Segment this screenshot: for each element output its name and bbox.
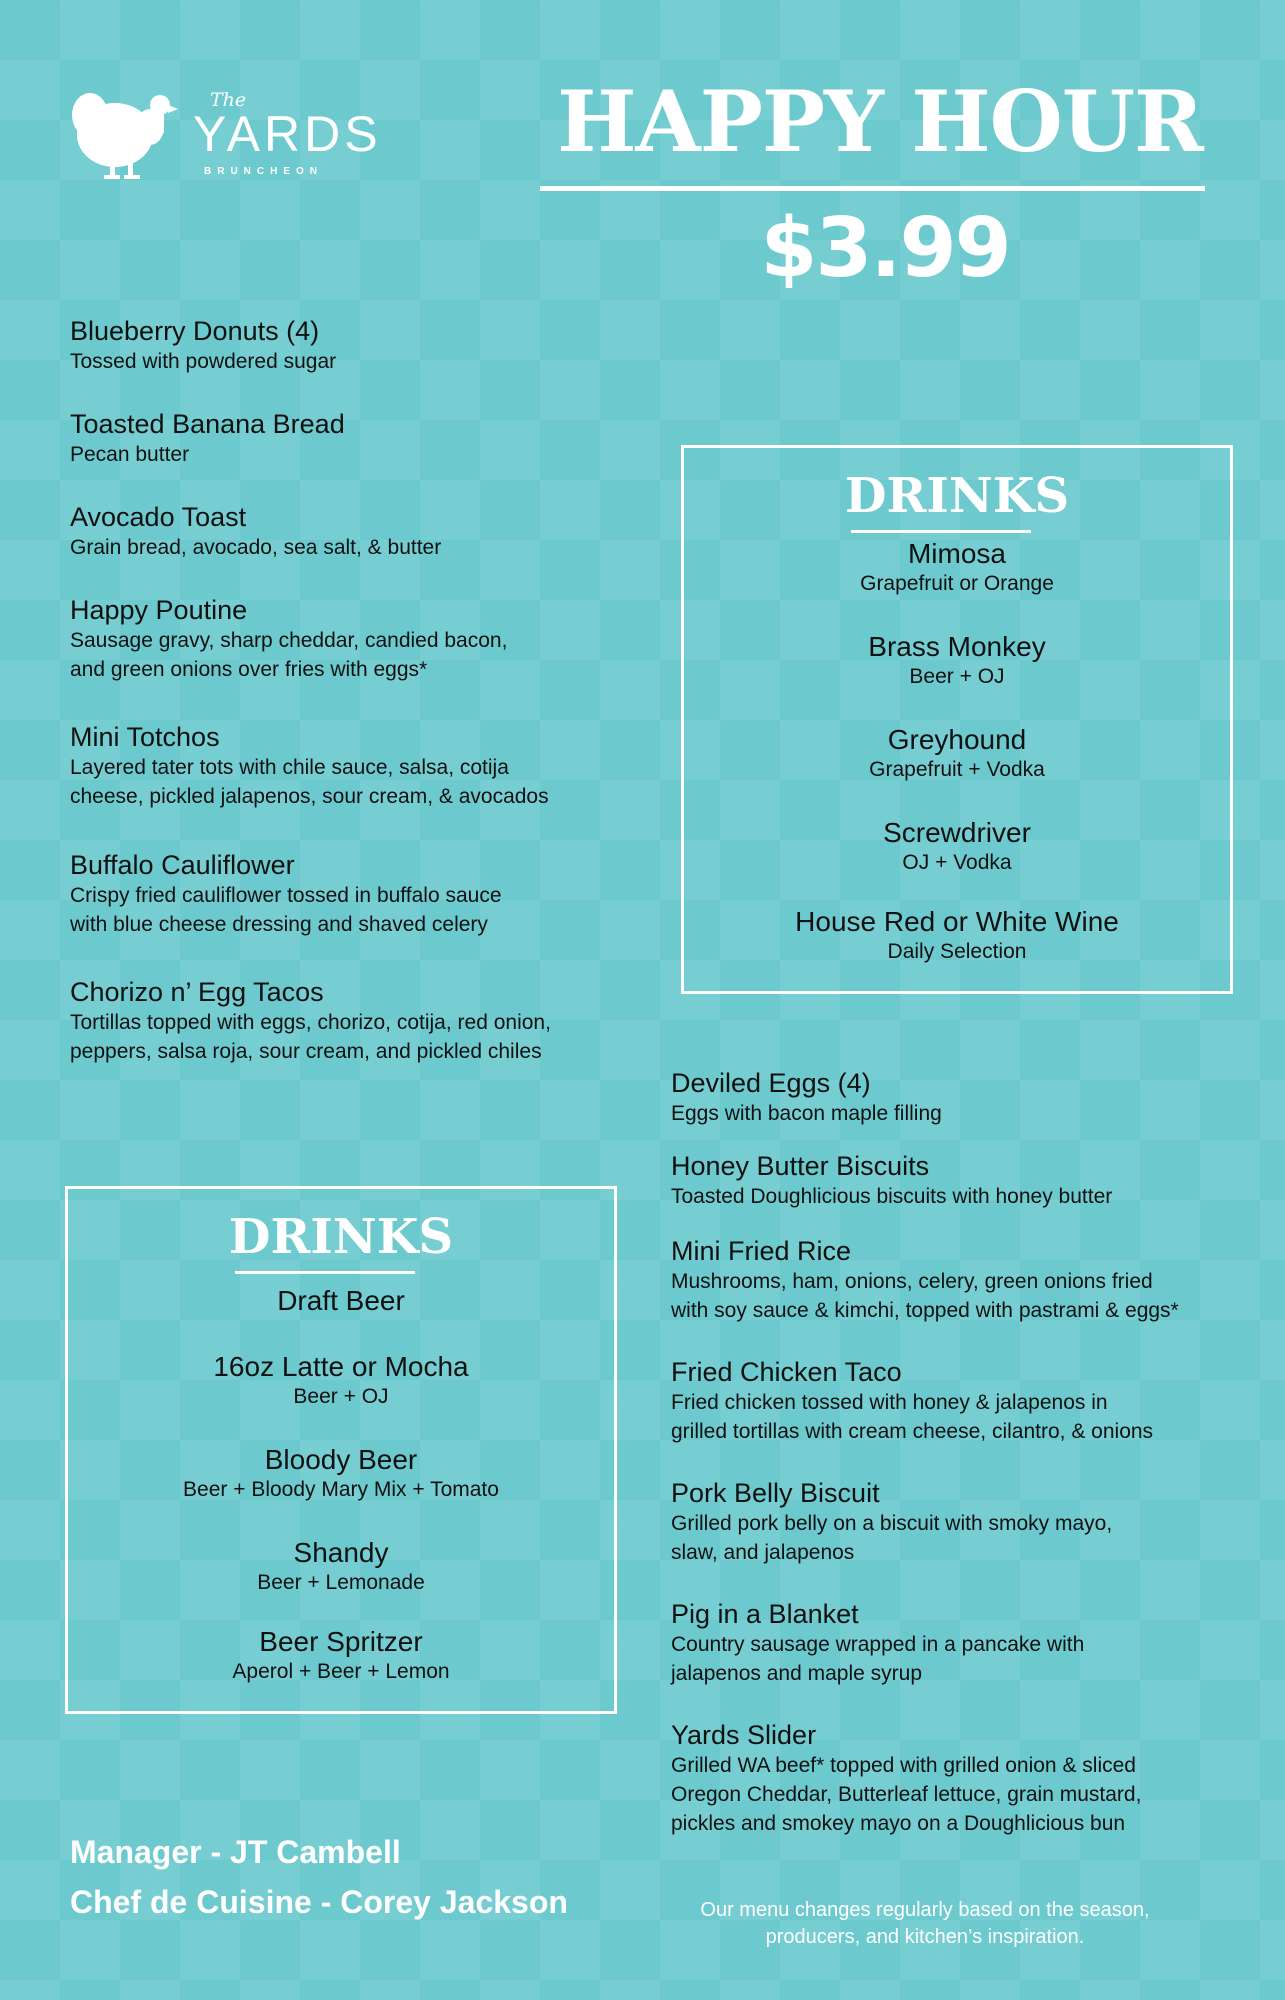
menu-item: [70, 594, 507, 684]
menu-item: [70, 849, 502, 939]
menu-item: [671, 1067, 942, 1128]
menu-item: [70, 408, 345, 469]
menu-item: [70, 315, 336, 376]
logo-subtitle: BRUNCHEON: [204, 166, 323, 177]
drink-name: Greyhound: [887, 724, 1027, 755]
drinks-title: DRINKS: [844, 468, 1070, 524]
drink-name: 16oz Latte or Mocha: [213, 1351, 469, 1382]
menu-item-desc: Grilled pork belly on a biscuit with smoky mayo, slaw, and jalapenos: [671, 1512, 1113, 1564]
drink-desc: Grapefruit + Vodka: [869, 758, 1045, 781]
menu-item-name: Pork Belly Biscuit: [671, 1478, 880, 1508]
drink-item: [68, 1351, 614, 1411]
menu-item-desc: Eggs with bacon maple filling: [671, 1102, 942, 1125]
drink-desc: Beer + Lemonade: [257, 1571, 425, 1594]
menu-item: [70, 976, 551, 1066]
menu-item-desc: Layered tater tots with chile sauce, salsa, cotija cheese, pickled jalapenos, sour cream, & avocados: [70, 756, 549, 808]
drink-name: Bloody Beer: [264, 1444, 418, 1475]
drink-item: [684, 817, 1230, 877]
menu-item-desc: Pecan butter: [70, 443, 190, 466]
drinks-box-left: [65, 1186, 617, 1714]
menu-item: [671, 1356, 1153, 1446]
drink-desc: Aperol + Beer + Lemon: [232, 1660, 450, 1683]
menu-item-name: Honey Butter Biscuits: [671, 1151, 930, 1181]
drink-name: Mimosa: [907, 538, 1006, 569]
chef-credit: Chef de Cuisine - Corey Jackson: [70, 1884, 568, 1920]
menu-item: [70, 501, 441, 562]
menu-item: [671, 1598, 1084, 1688]
drink-desc: Grapefruit or Orange: [860, 572, 1054, 595]
menu-item-desc: Mushrooms, ham, onions, celery, green onions fried with soy sauce & kimchi, topped with pastrami & eggs*: [671, 1270, 1179, 1322]
menu-item-name: Blueberry Donuts (4): [70, 316, 320, 346]
menu-item-desc: Sausage gravy, sharp cheddar, candied bacon, and green onions over fries with eggs*: [70, 629, 508, 681]
menu-item-name: Avocado Toast: [70, 502, 247, 532]
menu-item-desc: Tortillas topped with eggs, chorizo, cotija, red onion, peppers, salsa roja, sour cream, and pickled chiles: [70, 1011, 551, 1063]
logo-name: YARDS: [193, 106, 382, 162]
menu-item-name: Mini Fried Rice: [671, 1236, 852, 1266]
drink-desc: Daily Selection: [887, 940, 1027, 963]
drink-item: [68, 1285, 614, 1317]
menu-note: Our menu changes regularly based on the season, producers, and kitchen’s inspiration.: [700, 1899, 1150, 1948]
menu-item-name: Buffalo Cauliflower: [70, 850, 295, 880]
menu-item-name: Fried Chicken Taco: [671, 1357, 902, 1387]
drink-item: [68, 1537, 614, 1597]
drinks-title-underline: [235, 1271, 415, 1274]
drink-name: Brass Monkey: [868, 631, 1046, 662]
menu-item-name: Chorizo n’ Egg Tacos: [70, 977, 324, 1007]
menu-item-desc: Grilled WA beef* topped with grilled onion & sliced Oregon Cheddar, Butterleaf lettuce, grain mustard, pickles and smokey mayo on a Doughlicious bun: [671, 1754, 1142, 1835]
drink-item: [684, 631, 1230, 691]
menu-item-desc: Fried chicken tossed with honey & jalapenos in grilled tortillas with cream cheese, cilantro, & onions: [671, 1391, 1154, 1443]
drink-name: Draft Beer: [277, 1285, 405, 1316]
menu-item-name: Happy Poutine: [70, 595, 248, 625]
menu-item: [671, 1235, 1179, 1325]
title-underline: [540, 186, 1205, 191]
menu-item-name: Toasted Banana Bread: [70, 409, 345, 439]
drink-desc: Beer + Bloody Mary Mix + Tomato: [183, 1478, 499, 1501]
drink-name: Shandy: [293, 1537, 389, 1568]
logo: [70, 85, 382, 185]
drinks-title-underline: [851, 530, 1031, 533]
menu-item: [671, 1719, 1141, 1838]
drink-item: [68, 1626, 614, 1686]
menu-item-desc: Grain bread, avocado, sea salt, & butter: [70, 536, 442, 559]
logo-the: The: [210, 89, 247, 111]
menu-item: [70, 721, 549, 811]
drink-item: [684, 906, 1230, 966]
drink-desc: Beer + OJ: [293, 1385, 389, 1408]
drink-desc: Beer + OJ: [909, 665, 1005, 688]
menu-item-name: Mini Totchos: [70, 722, 220, 752]
menu-item-desc: Toasted Doughlicious biscuits with honey butter: [671, 1185, 1113, 1208]
drink-item: [68, 1444, 614, 1504]
menu-item-name: Deviled Eggs (4): [671, 1068, 871, 1098]
drink-item: [684, 724, 1230, 784]
menu-item-desc: Tossed with powdered sugar: [70, 350, 337, 373]
drinks-title: DRINKS: [228, 1209, 454, 1265]
turkey-icon: [70, 85, 190, 185]
menu-item: [671, 1477, 1112, 1567]
drinks-box-right: [681, 445, 1233, 994]
menu-item-name: Yards Slider: [671, 1720, 817, 1750]
price: $3.99: [760, 201, 1010, 296]
menu-item-desc: Country sausage wrapped in a pancake with jalapenos and maple syrup: [671, 1633, 1085, 1685]
drink-name: Beer Spritzer: [259, 1626, 423, 1657]
drink-name: House Red or White Wine: [795, 906, 1119, 937]
page-title: HAPPY HOUR: [557, 72, 1203, 171]
menu-item: [671, 1150, 1112, 1211]
drink-name: Screwdriver: [883, 817, 1031, 848]
menu-item-desc: Crispy fried cauliflower tossed in buffalo sauce with blue cheese dressing and shaved celery: [70, 884, 502, 936]
drink-desc: OJ + Vodka: [902, 851, 1012, 874]
menu-item-name: Pig in a Blanket: [671, 1599, 859, 1629]
manager-credit: Manager - JT Cambell: [70, 1834, 401, 1870]
drink-item: [684, 538, 1230, 598]
